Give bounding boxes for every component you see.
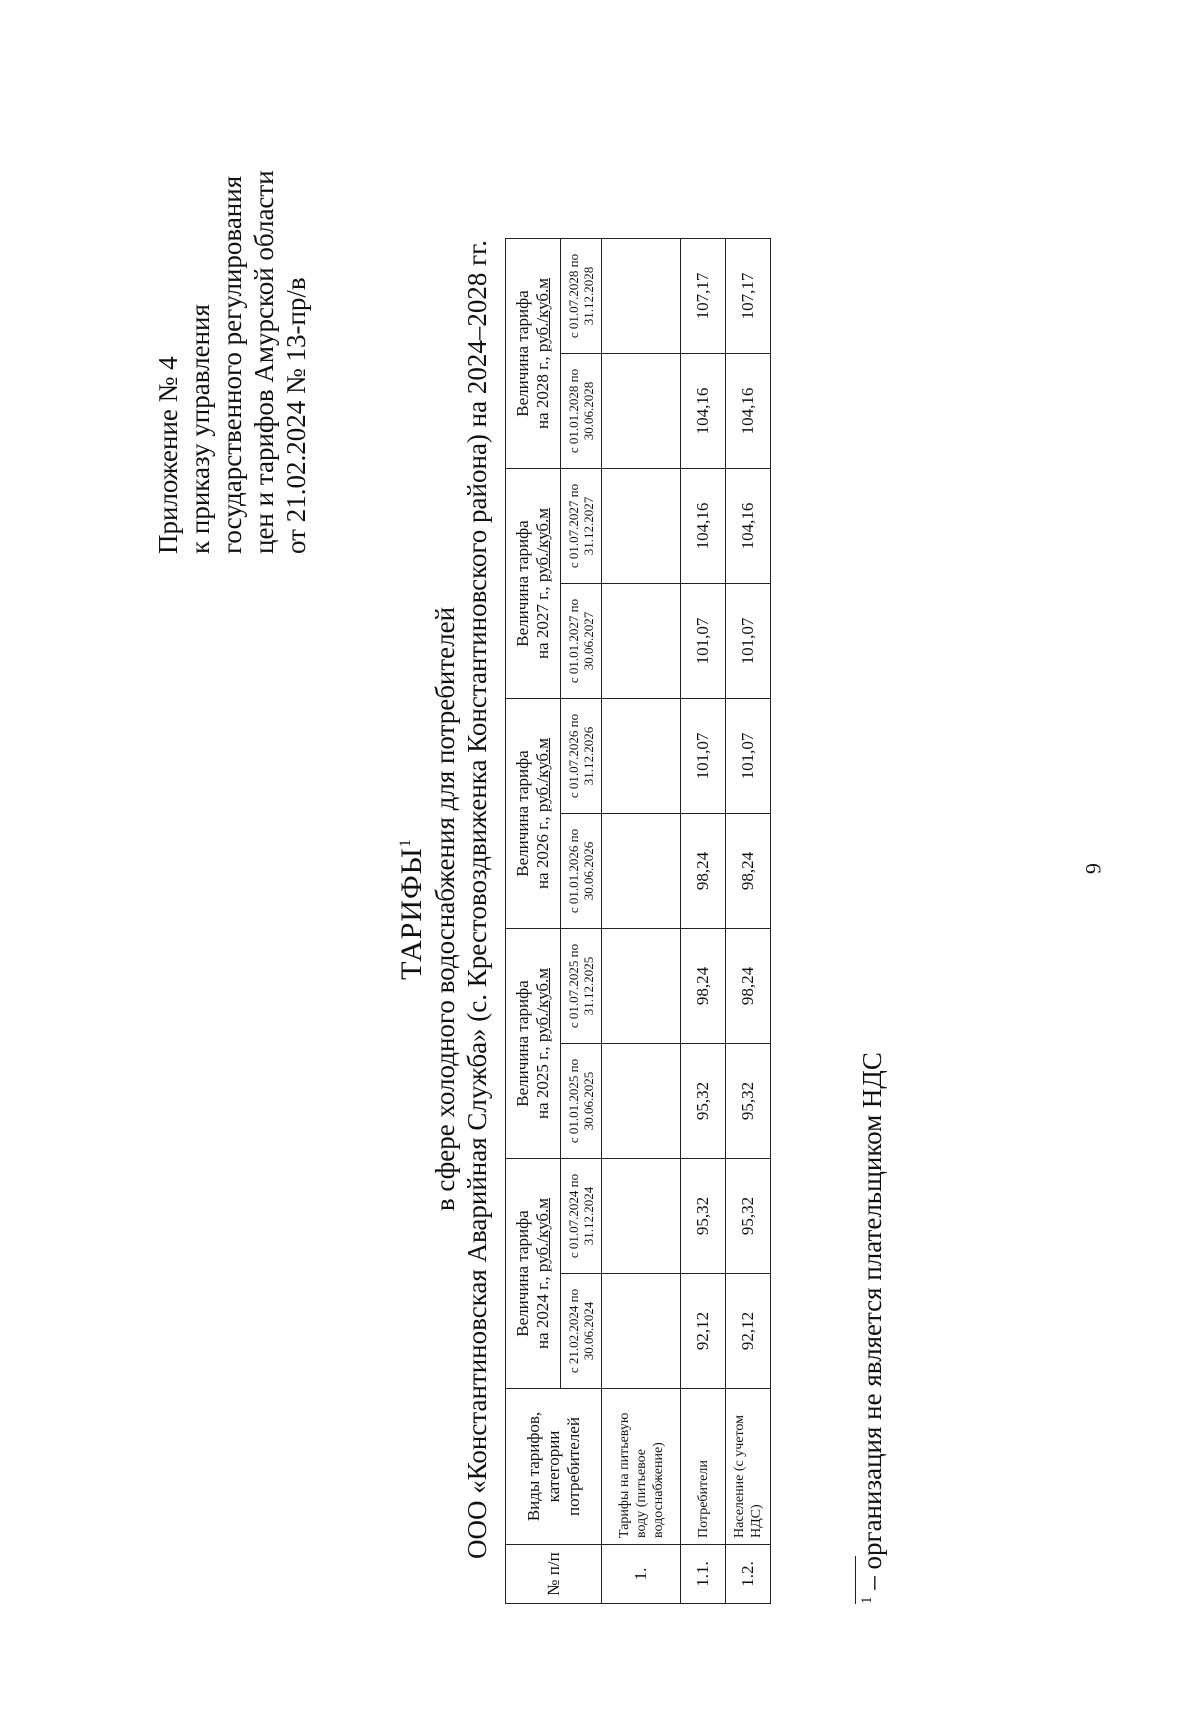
row-label: Тарифы на питьевую воду (питьевое водоснабжение) xyxy=(602,1389,681,1545)
tariff-value xyxy=(602,469,681,584)
appendix-line: к приказу управления xyxy=(185,304,215,554)
header-number: № п/п xyxy=(506,1545,602,1604)
tariff-value: 98,24 xyxy=(726,929,771,1044)
tariff-value: 92,12 xyxy=(726,1274,771,1389)
title-block xyxy=(395,240,493,1559)
header-period: с 01.07.2025 по 31.12.2025 xyxy=(561,929,602,1044)
header-period: с 01.07.2024 по 31.12.2024 xyxy=(561,1159,602,1274)
table-header-row xyxy=(506,239,561,1604)
row-number: 1.1. xyxy=(681,1545,726,1604)
appendix-line: цен и тарифов Амурской области xyxy=(249,170,279,554)
header-unit: руб./куб.м xyxy=(533,1197,552,1273)
tariff-value: 104,16 xyxy=(726,469,771,584)
tariff-value xyxy=(602,814,681,929)
tariff-value: 101,07 xyxy=(726,584,771,699)
appendix-line: государственного регулирования xyxy=(217,175,247,554)
header-period: с 01.07.2028 по 31.12.2028 xyxy=(561,239,602,354)
header-unit: руб./куб.м xyxy=(533,967,552,1043)
document-title xyxy=(395,259,429,1559)
appendix-block xyxy=(152,170,312,554)
header-period: с 01.01.2026 по 30.06.2026 xyxy=(561,814,602,929)
tariff-value: 98,24 xyxy=(681,929,726,1044)
header-year-caption: Величина тарифа xyxy=(513,520,532,647)
tariff-value: 104,16 xyxy=(681,354,726,469)
tariff-value: 101,07 xyxy=(681,584,726,699)
tariff-value xyxy=(602,699,681,814)
header-year-label: на 2025 г., xyxy=(533,1042,552,1120)
tariff-value: 95,32 xyxy=(681,1044,726,1159)
header-year-2026 xyxy=(506,699,561,929)
header-period: с 21.02.2024 по 30.06.2024 xyxy=(561,1274,602,1389)
tariff-table xyxy=(505,238,771,1604)
header-year-label: на 2028 г., xyxy=(533,352,552,430)
tariff-value xyxy=(602,584,681,699)
table-row xyxy=(726,239,771,1604)
header-year-caption: Величина тарифа xyxy=(513,750,532,877)
header-period: с 01.01.2028 по 30.06.2028 xyxy=(561,354,602,469)
tariff-value: 95,32 xyxy=(681,1159,726,1274)
tariff-value: 95,32 xyxy=(726,1044,771,1159)
tariff-value xyxy=(602,1159,681,1274)
footnote xyxy=(857,1052,888,1604)
header-year-caption: Величина тарифа xyxy=(513,1210,532,1337)
title-text: ТАРИФЫ xyxy=(395,847,428,980)
header-period: с 01.07.2026 по 31.12.2026 xyxy=(561,699,602,814)
header-unit: руб./куб.м xyxy=(533,277,552,353)
tariff-value: 101,07 xyxy=(726,699,771,814)
tariff-value xyxy=(602,354,681,469)
header-year-2028 xyxy=(506,239,561,469)
header-tariff-kind: Виды тарифов, категории потребителей xyxy=(506,1389,602,1545)
tariff-value xyxy=(602,239,681,354)
document-subtitle-organization: ООО «Константиновская Аварийная Служба» (с. Крестовоздвиженка Константиновского района) на 2024–2028 гг. xyxy=(462,240,492,1559)
tariff-value: 104,16 xyxy=(681,469,726,584)
tariff-value: 98,24 xyxy=(726,814,771,929)
row-number: 1.2. xyxy=(726,1545,771,1604)
table-row xyxy=(681,239,726,1604)
tariff-value: 92,12 xyxy=(681,1274,726,1389)
header-period: с 01.01.2027 по 30.06.2027 xyxy=(561,584,602,699)
title-footnote-mark: 1 xyxy=(397,838,414,848)
header-year-label: на 2024 г., xyxy=(533,1272,552,1350)
header-year-caption: Величина тарифа xyxy=(513,980,532,1107)
tariff-value: 98,24 xyxy=(681,814,726,929)
tariff-value xyxy=(602,929,681,1044)
tariff-value xyxy=(602,1044,681,1159)
tariff-value: 95,32 xyxy=(726,1159,771,1274)
header-year-2025 xyxy=(506,929,561,1159)
footnote-separator xyxy=(855,1556,856,1604)
tariff-value: 104,16 xyxy=(726,354,771,469)
appendix-line: от 21.02.2024 № 13-пр/в xyxy=(281,277,311,554)
header-year-2024 xyxy=(506,1159,561,1389)
document-subtitle: в сфере холодного водоснабжения для потребителей xyxy=(430,606,460,1212)
row-label: Потребители xyxy=(681,1389,726,1545)
header-year-2027 xyxy=(506,469,561,699)
header-year-caption: Величина тарифа xyxy=(513,290,532,417)
row-number: 1. xyxy=(602,1545,681,1604)
page-number: 6 xyxy=(1081,863,1106,874)
header-period: с 01.01.2025 по 30.06.2025 xyxy=(561,1044,602,1159)
table-row xyxy=(602,239,681,1604)
header-year-label: на 2027 г., xyxy=(533,582,552,660)
footnote-mark: 1 xyxy=(859,1596,875,1604)
header-unit: руб./куб.м xyxy=(533,737,552,813)
appendix-line: Приложение № 4 xyxy=(153,356,183,554)
tariff-value: 101,07 xyxy=(681,699,726,814)
row-label: Население (с учетом НДС) xyxy=(726,1389,771,1545)
tariff-value: 107,17 xyxy=(681,239,726,354)
footnote-text: – организация не является плательщиком НДС xyxy=(857,1052,887,1597)
header-period: с 01.07.2027 по 31.12.2027 xyxy=(561,469,602,584)
tariff-value xyxy=(602,1274,681,1389)
header-year-label: на 2026 г., xyxy=(533,812,552,890)
header-unit: руб./куб.м xyxy=(533,507,552,583)
tariff-value: 107,17 xyxy=(726,239,771,354)
